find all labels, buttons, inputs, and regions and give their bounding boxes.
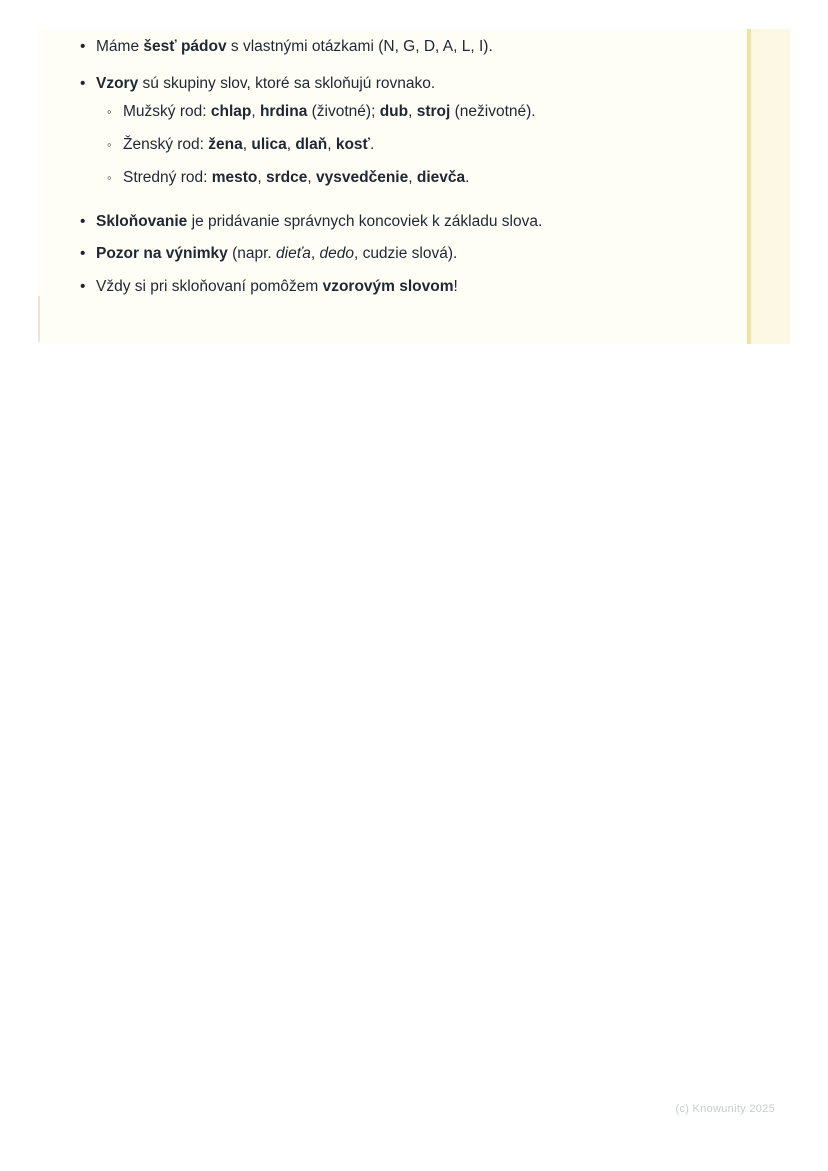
bullet-text: Ženský rod: žena, ulica, dlaň, kosť. — [123, 136, 375, 153]
bullet-item — [38, 36, 747, 58]
bullet-item — [38, 243, 747, 265]
bullet-item — [38, 276, 747, 298]
bullet-marker: ◦ — [107, 137, 112, 152]
bullet-text: Skloňovanie je pridávanie správnych koncoviek k základu slova. — [96, 213, 543, 230]
left-edge-mark — [38, 296, 40, 342]
bullet-text: Máme šesť pádov s vlastnými otázkami (N, G, D, A, L, I). — [96, 38, 493, 55]
bullet-text: Vzory sú skupiny slov, ktoré sa skloňujú rovnako. — [96, 75, 436, 92]
bullet-item — [38, 73, 747, 95]
bullet-item — [38, 211, 747, 233]
note-card — [38, 29, 790, 344]
bullet-list — [38, 29, 747, 344]
copyright-text: (c) Knowunity 2025 — [675, 1103, 775, 1115]
bullet-marker: • — [80, 245, 86, 262]
bullet-marker: • — [80, 213, 86, 230]
bullet-marker: • — [80, 75, 86, 92]
bullet-text: Mužský rod: chlap, hrdina (životné); dub, stroj (neživotné). — [123, 103, 536, 120]
sub-bullet-item — [38, 101, 747, 123]
bullet-marker: • — [80, 278, 86, 295]
sub-bullet-item — [38, 167, 747, 189]
sub-bullet-item — [38, 134, 747, 156]
bullet-text: Vždy si pri skloňovaní pomôžem vzorovým slovom! — [96, 278, 458, 295]
bullet-marker: ◦ — [107, 170, 112, 185]
bullet-text: Stredný rod: mesto, srdce, vysvedčenie, dievča. — [123, 169, 470, 186]
bullet-text: Pozor na výnimky (napr. dieťa, dedo, cudzie slová). — [96, 245, 458, 262]
bullet-marker: ◦ — [107, 104, 112, 119]
accent-gutter — [751, 29, 790, 344]
bullet-marker: • — [80, 38, 86, 55]
